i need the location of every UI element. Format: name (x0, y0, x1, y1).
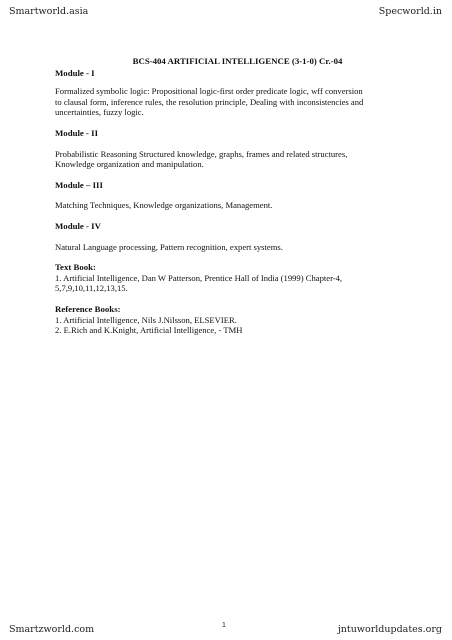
module-1-heading: Module - I (55, 67, 95, 78)
module-1-line: to clausal form, inference rules, the resolution principle, Dealing with inconsistencies and (55, 96, 364, 107)
footer-right-watermark: jntuworldupdates.org (337, 624, 442, 635)
reference-line: 1. Artificial Intelligence, Nils J.Nilsson, ELSEVIER. (55, 314, 237, 325)
header-left-watermark: Smartworld.asia (9, 6, 89, 17)
module-4-text (55, 242, 400, 253)
module-3-text (55, 200, 400, 211)
reference-books-text (55, 315, 400, 336)
textbook-text (55, 273, 400, 294)
footer-left-watermark: Smartzworld.com (9, 624, 95, 635)
module-1-line: uncertainties, fuzzy logic. (55, 107, 144, 118)
module-2-line: Probabilistic Reasoning Structured knowledge, graphs, frames and related structures, (55, 148, 348, 159)
module-1-line: Formalized symbolic logic: Propositional logic-first order predicate logic, wff conversion (55, 86, 363, 97)
module-2-line: Knowledge organization and manipulation. (55, 159, 204, 170)
module-2-text (55, 149, 400, 170)
module-1-text (55, 86, 400, 118)
module-2-heading: Module - II (55, 127, 99, 138)
reference-books-heading: Reference Books: (55, 303, 121, 314)
course-title: BCS-404 ARTIFICIAL INTELLIGENCE (3-1-0) Cr.-04 (132, 56, 343, 66)
textbook-line: 5,7,9,10,11,12,13,15. (55, 283, 128, 294)
syllabus-content (55, 56, 400, 336)
module-3-heading: Module – III (55, 179, 103, 190)
textbook-line: 1. Artificial Intelligence, Dan W Patterson, Prentice Hall of India (1999) Chapter-4, (55, 272, 343, 283)
module-3-line: Matching Techniques, Knowledge organizations, Management. (55, 200, 273, 211)
page-number: 1 (222, 622, 226, 629)
module-4-heading: Module - IV (55, 220, 101, 231)
header-right-watermark: Specworld.in (378, 6, 442, 17)
textbook-heading: Text Book: (55, 262, 96, 273)
reference-line: 2. E.Rich and K.Knight, Artificial Intelligence, - TMH (55, 325, 243, 336)
module-4-line: Natural Language processing, Pattern recognition, expert systems. (55, 241, 283, 252)
